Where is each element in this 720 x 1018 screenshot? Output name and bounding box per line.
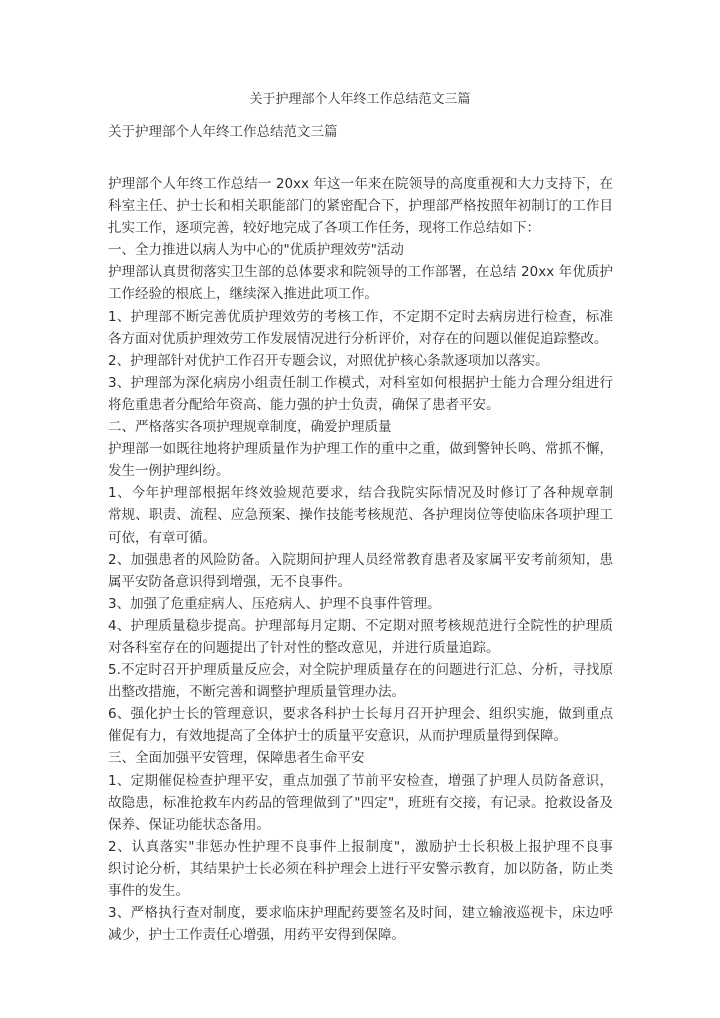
paragraph <box>108 747 613 769</box>
paragraph-line: 可依，有章可循。 <box>108 529 216 546</box>
paragraph <box>108 615 613 659</box>
paragraph-line: 属平安防备意识得到增强，无不良事件。 <box>108 573 351 590</box>
paragraph <box>108 239 613 261</box>
paragraph-line: 2、加强患者的风险防备。入院期间护理人员经常教育患者及家属平安考前须知，患 <box>108 551 613 568</box>
paragraph <box>108 438 613 482</box>
paragraph <box>108 482 613 548</box>
paragraph <box>108 549 613 593</box>
paragraph-line: 3、护理部为深化病房小组责任制工作模式，对科室如何根据护士能力合理分组进行 <box>108 374 613 391</box>
paragraph <box>108 836 613 902</box>
paragraph-line: 三、全面加强平安管理，保障患者生命平安 <box>108 750 365 767</box>
paragraph-line: 护理部一如既往地将护理质量作为护理工作的重中之重，做到警钟长鸣、常抓不懈， <box>108 441 613 458</box>
paragraph-line: 3、严格执行查对制度，要求临床护理配药要签名及时间，建立输液巡视卡，床边呼 <box>108 905 613 922</box>
paragraph-line: 1、定期催促检查护理平安，重点加强了节前平安检查，增强了护理人员防备意识， <box>108 772 613 789</box>
paragraph-line: 一、全力推进以病人为中心的"优质护理效劳"活动 <box>108 242 404 259</box>
paragraph-line: 2、认真落实"非惩办性护理不良事件上报制度"，激励护士长积极上报护理不良事 <box>108 838 613 855</box>
paragraph-line: 事件的发生。 <box>108 883 189 899</box>
paragraph-line: 工作经验的根底上，继续深入推进此项工作。 <box>108 286 378 303</box>
paragraph-line: 二、严格落实各项护理规章制度，确爱护理质量 <box>108 419 392 436</box>
paragraph-line: 常规、职责、流程、应急预案、操作技能考核规范、各护理岗位等使临床各项护理工 <box>108 507 613 524</box>
paragraph <box>108 306 613 350</box>
paragraph-line: 扎实工作，逐项完善，较好地完成了各项工作任务，现将工作总结如下： <box>108 220 540 237</box>
paragraph-line: 科室主任、护士长和相关职能部门的紧密配合下，护理部严格按照年初制订的工作目 <box>108 198 613 215</box>
document-body <box>108 173 613 946</box>
paragraph-line: 将危重患者分配给年资高、能力强的护士负责，确保了患者平安。 <box>108 396 500 413</box>
paragraph-line: 减少，护士工作责任心增强，用药平安得到保障。 <box>108 927 405 944</box>
paragraph-line: 织讨论分析，其结果护士长必须在科护理会上进行平安警示教育，加以防备，防止类 <box>108 860 613 877</box>
paragraph-line: 3、加强了危重症病人、压疮病人、护理不良事件管理。 <box>108 595 441 612</box>
paragraph-line: 1、今年护理部根据年终效验规范要求，结合我院实际情况及时修订了各种规章制 <box>108 485 613 502</box>
paragraph-line: 1、护理部不断完善优质护理效劳的考核工作，不定期不定时去病房进行检查，标准 <box>108 308 613 325</box>
paragraph-line: 2、护理部针对优护工作召开专题会议，对照优护核心条款逐项加以落实。 <box>108 352 549 369</box>
paragraph <box>108 372 613 416</box>
paragraph-line: 护理部认真贯彻落实卫生部的总体要求和院领导的工作部署，在总结 20xx 年优质护 <box>108 264 613 281</box>
paragraph-line: 4、护理质量稳步提高。护理部每月定期、不定期对照考核规范进行全院性的护理质 <box>108 617 613 634</box>
paragraph <box>108 703 613 747</box>
paragraph-line: 发生一例护理纠纷。 <box>108 463 230 480</box>
paragraph <box>108 173 613 239</box>
paragraph <box>108 261 613 305</box>
paragraph-line: 保养、保证功能状态备用。 <box>108 816 270 833</box>
paragraph <box>108 659 613 703</box>
paragraph <box>108 416 613 438</box>
paragraph-line: 5.不定时召开护理质量反应会，对全院护理质量存在的问题进行汇总、分析，寻找原 <box>108 662 613 679</box>
paragraph-line: 对各科室存在的问题提出了针对性的整改意见，并进行质量追踪。 <box>108 639 500 656</box>
document-title: 关于护理部个人年终工作总结范文三篇 <box>249 92 471 107</box>
paragraph-line: 各方面对优质护理效劳工作发展情况进行分析评价，对存在的问题以催促追踪整改。 <box>108 330 608 347</box>
paragraph <box>108 593 613 615</box>
document-subtitle: 关于护理部个人年终工作总结范文三篇 <box>108 124 338 140</box>
paragraph-line: 催促有力，有效地提高了全体护士的质量平安意识，从而护理质量得到保障。 <box>108 728 567 745</box>
paragraph-line: 故隐患，标准抢救车内药品的管理做到了"四定"，班班有交接，有记录。抢救设备及 <box>108 794 613 811</box>
paragraph-line: 6、强化护士长的管理意识，要求各科护士长每月召开护理会、组织实施，做到重点 <box>108 706 613 723</box>
paragraph <box>108 902 613 946</box>
paragraph-line: 出整改措施，不断完善和调整护理质量管理办法。 <box>108 684 405 701</box>
paragraph <box>108 350 613 372</box>
paragraph-line: 护理部个人年终工作总结一 20xx 年这一年来在院领导的高度重视和大力支持下，在 <box>108 176 613 192</box>
paragraph <box>108 770 613 836</box>
